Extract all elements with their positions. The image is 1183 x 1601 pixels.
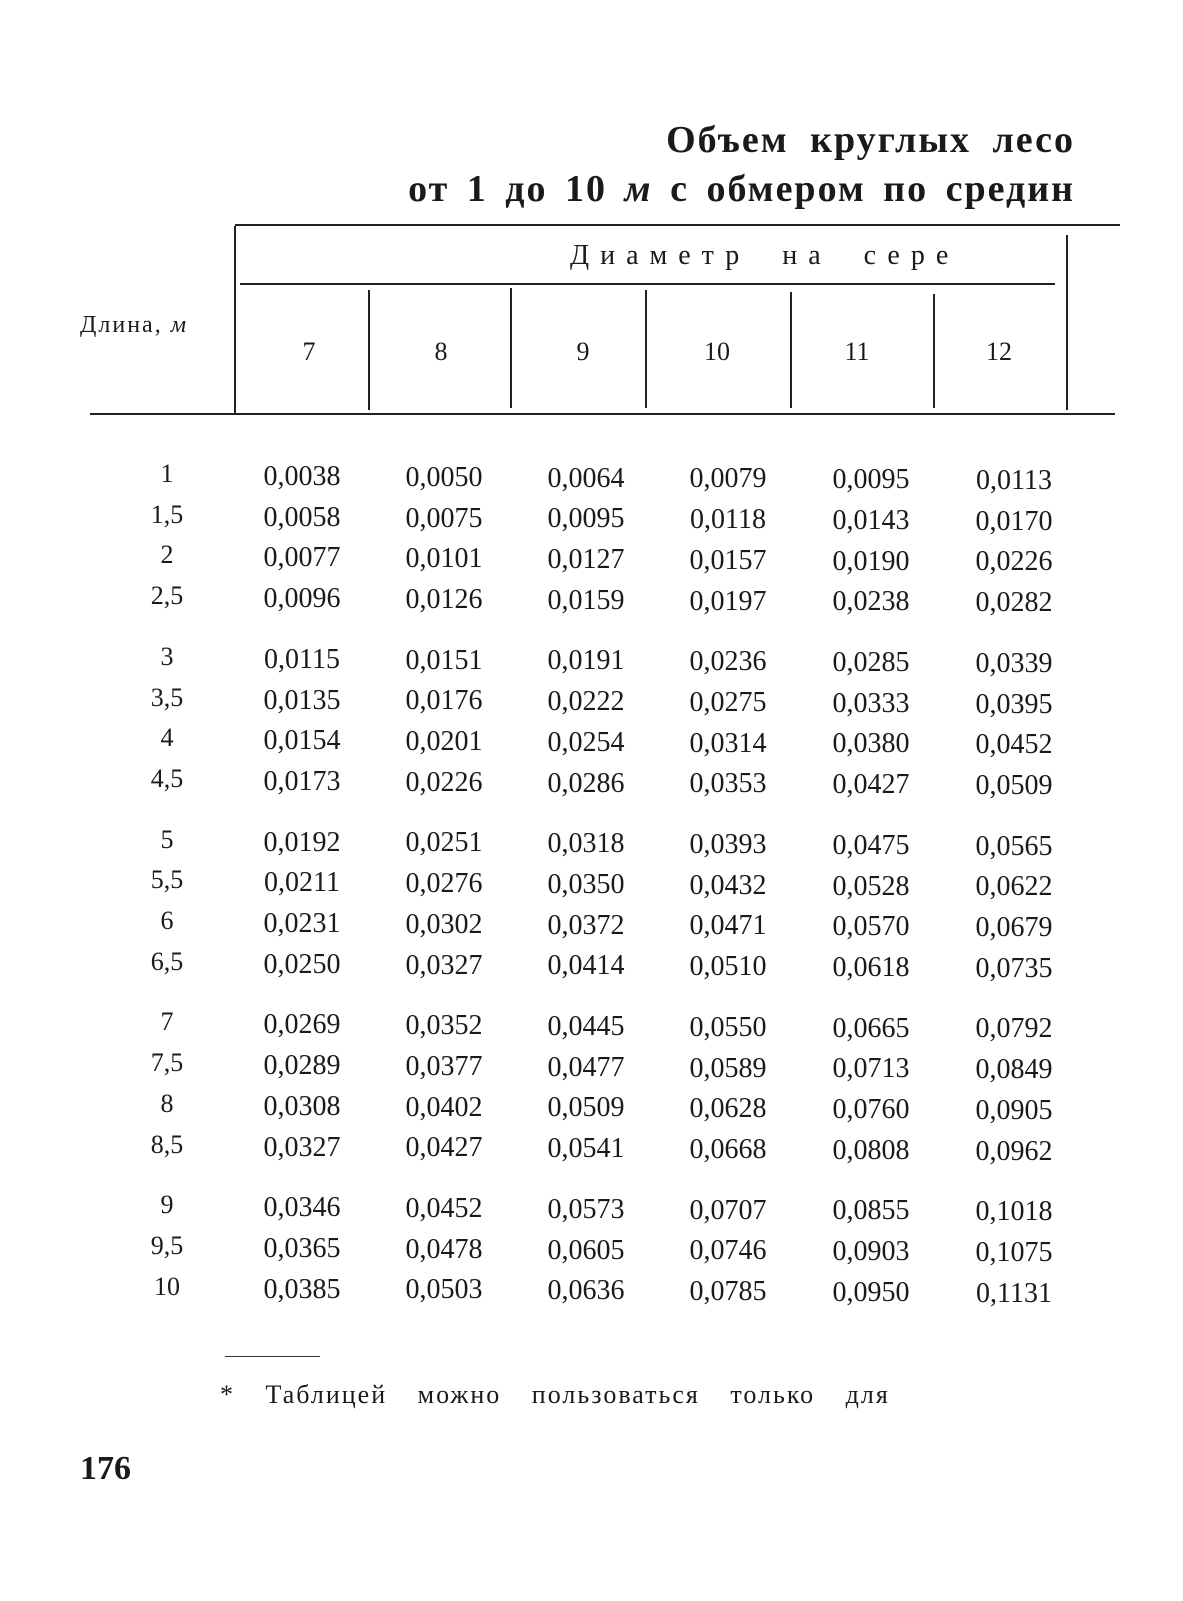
- volume-cell: 0,0550: [689, 1011, 767, 1043]
- volume-cell: 0,0075: [405, 502, 483, 534]
- row-length-label: 5: [160, 824, 174, 854]
- volume-cell: 0,0746: [689, 1235, 767, 1267]
- row-length-label: 2,5: [150, 581, 184, 611]
- volume-cell: 0,0327: [405, 949, 483, 981]
- volume-cell: 0,0785: [689, 1276, 767, 1307]
- diameter-column-header: 12: [986, 337, 1012, 366]
- page-title-line-1: Объем круглых лесо: [666, 119, 1075, 161]
- volume-cell: 0,0064: [547, 462, 625, 494]
- volume-cell: 0,0432: [689, 869, 767, 901]
- diameter-column-header: 10: [704, 337, 730, 366]
- volume-cell: 0,0475: [832, 829, 910, 861]
- volume-cell: 0,0350: [547, 868, 625, 900]
- volume-cell: 0,0808: [832, 1134, 910, 1166]
- volume-cell: 0,0855: [832, 1195, 910, 1227]
- row-length-label: 3,5: [150, 682, 184, 712]
- volume-cell: 0,0254: [547, 726, 625, 758]
- header-left-border: [234, 226, 236, 414]
- volume-cell: 0,0565: [975, 830, 1053, 862]
- volume-cell: 0,0445: [547, 1011, 625, 1042]
- volume-cell: 0,0276: [405, 868, 483, 900]
- row-length-label: 9,5: [150, 1230, 184, 1260]
- volume-cell: 0,0903: [832, 1236, 910, 1268]
- volume-cell: 0,0127: [547, 544, 625, 575]
- title-method: с обмером по средин: [670, 168, 1075, 210]
- row-length-label: 8,5: [150, 1129, 184, 1159]
- volume-cell: 0,0095: [832, 464, 910, 496]
- volume-cell: 0,0385: [263, 1273, 341, 1305]
- volume-cell: 0,0792: [975, 1013, 1053, 1045]
- volume-cell: 0,0191: [547, 645, 625, 677]
- volume-cell: 0,0151: [405, 644, 483, 676]
- volume-cell: 0,0346: [263, 1192, 341, 1224]
- row-length-label: 3: [160, 641, 174, 671]
- volume-cell: 0,0236: [689, 646, 767, 678]
- row-length-label: 9: [160, 1190, 174, 1220]
- volume-cell: 0,0503: [405, 1274, 483, 1306]
- volume-cell: 0,0282: [975, 587, 1053, 619]
- volume-cell: 0,0618: [832, 951, 910, 983]
- volume-cell: 0,0452: [405, 1193, 483, 1224]
- volume-cell: 0,0636: [547, 1275, 625, 1307]
- volume-cell: 0,0735: [975, 952, 1053, 984]
- volume-cell: 0,0528: [832, 870, 910, 902]
- volume-cell: 0,0509: [547, 1092, 625, 1124]
- volume-cell: 0,0427: [832, 769, 910, 801]
- volume-cell: 0,1131: [976, 1277, 1052, 1309]
- table-top-rule: [235, 224, 1120, 226]
- volume-cell: 0,0143: [832, 504, 910, 536]
- volume-cell: 0,0668: [689, 1133, 767, 1165]
- volume-cell: 0,0605: [547, 1234, 625, 1266]
- volume-cell: 0,0285: [832, 647, 910, 678]
- volume-cell: 0,0395: [975, 688, 1053, 720]
- volume-cell: 0,0135: [263, 684, 341, 716]
- volume-cell: 0,0096: [263, 583, 341, 615]
- volume-cell: 0,0628: [689, 1093, 767, 1125]
- row-length-label: 8: [160, 1088, 174, 1118]
- title-range: от 1 до 10: [408, 168, 608, 210]
- title-unit: м: [624, 168, 653, 210]
- volume-cell: 0,0251: [405, 827, 483, 859]
- volume-cell: 0,0095: [547, 503, 625, 535]
- diameter-column-header: 9: [576, 337, 590, 366]
- footnote-rule: [225, 1356, 320, 1357]
- volume-cell: 0,0679: [975, 912, 1053, 943]
- volume-cell: 0,0713: [832, 1053, 910, 1085]
- volume-cell: 0,0222: [547, 686, 625, 718]
- volume-cell: 0,0226: [405, 766, 483, 798]
- volume-cell: 0,0333: [832, 687, 910, 719]
- volume-cell: 0,0950: [832, 1276, 910, 1308]
- length-column-header: [80, 312, 188, 339]
- volume-cell: 0,0238: [832, 586, 910, 618]
- header-bottom-rule: [90, 413, 1115, 415]
- volume-cell: 0,0101: [405, 543, 483, 575]
- volume-cell: 0,0269: [263, 1009, 341, 1041]
- row-length-label: 4: [160, 723, 174, 753]
- volume-cell: 0,0393: [689, 829, 767, 860]
- row-length-label: 2: [160, 540, 174, 570]
- volume-cell: 0,0478: [405, 1233, 483, 1265]
- volume-cell: 0,0192: [263, 826, 341, 858]
- diameter-column-header: 8: [434, 337, 448, 366]
- volume-cell: 0,0118: [690, 504, 766, 536]
- volume-cell: 0,0226: [975, 546, 1053, 578]
- volume-cell: 0,0327: [263, 1131, 341, 1163]
- volume-cell: 0,0589: [689, 1052, 767, 1084]
- volume-cell: 0,0509: [975, 769, 1053, 801]
- volume-cell: 0,0471: [689, 910, 767, 942]
- volume-cell: 0,0176: [405, 685, 483, 717]
- volume-cell: 0,0038: [263, 461, 341, 492]
- volume-cell: 0,0452: [975, 729, 1053, 761]
- volume-cell: 0,0126: [405, 583, 483, 615]
- length-header-label: Длина,: [80, 312, 163, 338]
- diameter-group-header: Диаметр на сере: [570, 240, 960, 271]
- volume-cell: 0,0173: [263, 765, 341, 797]
- volume-cell: 0,0197: [689, 585, 767, 617]
- row-length-label: 7,5: [150, 1048, 184, 1078]
- row-length-label: 10: [154, 1271, 180, 1301]
- row-length-label: 6: [160, 906, 174, 935]
- volume-cell: 0,0077: [263, 542, 341, 574]
- length-header-unit: м: [170, 312, 189, 338]
- volume-cell: 0,0190: [832, 545, 910, 577]
- volume-cell: 0,0962: [975, 1135, 1053, 1167]
- volume-cell: 0,0308: [263, 1090, 341, 1122]
- footnote: * Таблицей можно пользоваться только для: [220, 1380, 890, 1409]
- row-length-label: 1: [160, 459, 174, 488]
- volume-cell: 0,1075: [975, 1236, 1053, 1268]
- row-length-label: 7: [160, 1007, 174, 1037]
- volume-cell: 0,0402: [405, 1091, 483, 1123]
- volume-cell: 0,0849: [975, 1054, 1053, 1086]
- page-number: 176: [80, 1450, 131, 1487]
- volume-cell: 0,0159: [547, 584, 625, 616]
- row-length-label: 4,5: [150, 763, 184, 793]
- row-length-label: 1,5: [150, 499, 184, 529]
- volume-cell: 0,0250: [263, 948, 341, 980]
- volume-cell: 0,0275: [689, 686, 767, 718]
- volume-cell: 0,0339: [975, 647, 1053, 679]
- volume-cell: 0,0372: [547, 909, 625, 941]
- volume-cell: 0,0115: [264, 643, 340, 675]
- diameter-header-rule: [240, 283, 1055, 285]
- volume-cell: 0,0157: [689, 544, 767, 576]
- volume-cell: 0,0477: [547, 1051, 625, 1083]
- volume-cell: 0,0365: [263, 1232, 341, 1264]
- volume-cell: 0,0707: [689, 1194, 767, 1226]
- diameter-column-header: 7: [302, 337, 316, 366]
- volume-cell: 0,0113: [976, 465, 1052, 496]
- volume-cell: 0,0427: [405, 1132, 483, 1164]
- volume-cell: 0,0570: [832, 911, 910, 943]
- volume-cell: 0,0380: [832, 728, 910, 760]
- volume-cell: 0,0314: [689, 727, 767, 759]
- volume-cell: 0,1018: [975, 1196, 1053, 1228]
- volume-cell: 0,0302: [405, 908, 483, 940]
- volume-cell: 0,0050: [405, 461, 483, 493]
- volume-cell: 0,0573: [547, 1193, 625, 1225]
- volume-cell: 0,0377: [405, 1050, 483, 1082]
- volume-cell: 0,0414: [547, 950, 625, 982]
- volume-cell: 0,0353: [689, 768, 767, 800]
- volume-cell: 0,0318: [547, 828, 625, 860]
- row-length-label: 6,5: [150, 946, 184, 976]
- volume-cell: 0,0201: [405, 726, 483, 757]
- row-length-label: 5,5: [150, 865, 184, 895]
- volume-cell: 0,0760: [832, 1094, 910, 1125]
- volume-cell: 0,0622: [975, 871, 1053, 903]
- volume-cell: 0,0286: [547, 767, 625, 799]
- header-right-border: [1066, 235, 1068, 410]
- volume-cell: 0,0058: [263, 501, 341, 533]
- volume-cell: 0,0665: [832, 1012, 910, 1044]
- volume-cell: 0,0289: [263, 1050, 341, 1082]
- volume-cell: 0,0352: [405, 1010, 483, 1042]
- page-title-line-2: [408, 167, 1075, 211]
- volume-cell: 0,0211: [264, 867, 340, 899]
- volume-cell: 0,0905: [975, 1094, 1053, 1126]
- volume-cell: 0,0154: [263, 725, 341, 757]
- volume-cell: 0,0510: [689, 951, 767, 983]
- volume-cell: 0,0541: [547, 1133, 625, 1165]
- volume-cell: 0,0170: [975, 505, 1053, 537]
- diameter-column-header: 11: [844, 337, 870, 366]
- volume-cell: 0,0231: [263, 908, 341, 939]
- volume-cell: 0,0079: [689, 463, 767, 495]
